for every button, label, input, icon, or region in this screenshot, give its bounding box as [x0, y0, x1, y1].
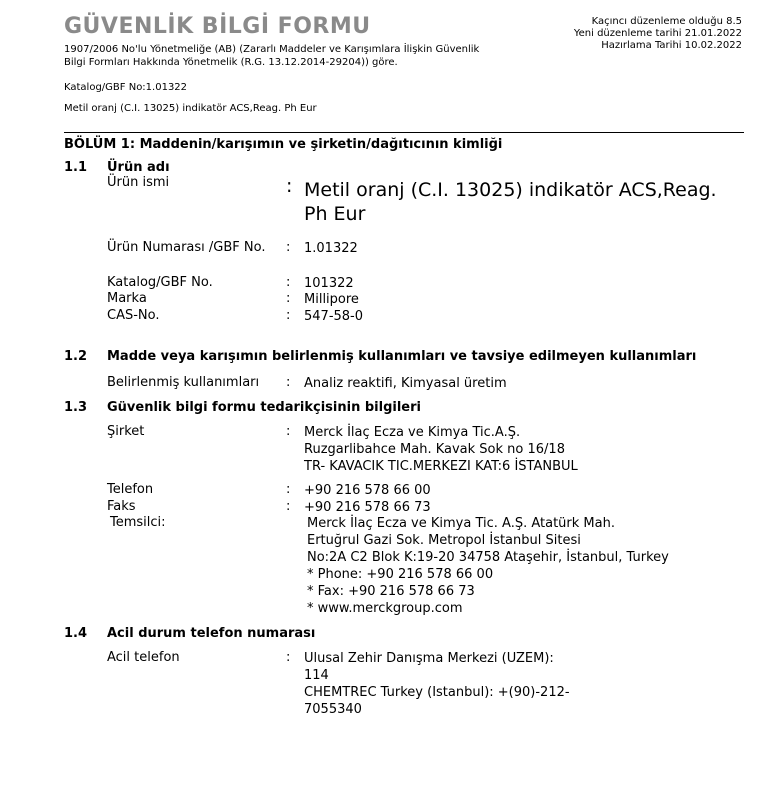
company-label: Şirket	[107, 424, 145, 439]
cas-value: 547-58-0	[304, 309, 364, 324]
colon: :	[286, 375, 291, 390]
representative-label: Temsilci:	[110, 515, 166, 530]
brand-label: Marka	[107, 291, 147, 306]
company-value: Merck İlaç Ecza ve Kimya Tic.A.Ş. Ruzgarlibahce Mah. Kavak Sok no 16/18 TR- KAVACIK TIC.MERKEZI KAT:6 İSTANBUL	[304, 425, 578, 474]
brand-value: Millipore	[304, 292, 359, 307]
uses-value: Analiz reaktifi, Kimyasal üretim	[304, 376, 507, 391]
revision-date: Yeni düzenleme tarihi 21.01.2022	[573, 28, 742, 39]
colon: :	[286, 499, 291, 514]
emergency-value: Ulusal Zehir Danışma Merkezi (UZEM): 114 CHEMTREC Turkey (Istanbul): +(90)-212- 7055340	[304, 651, 570, 717]
product-number-label: Ürün Numarası /GBF No.	[107, 240, 266, 255]
subsection-1-1-number: 1.1	[64, 160, 88, 175]
subsection-1-2-title: Madde veya karışımın belirlenmiş kullanımları ve tavsiye edilmeyen kullanımları	[107, 349, 697, 364]
preparation-date: Hazırlama Tarihi 10.02.2022	[601, 40, 742, 51]
subsection-1-3-title: Güvenlik bilgi formu tedarikçisinin bilgileri	[107, 400, 421, 415]
colon: :	[286, 650, 291, 665]
emergency-label: Acil telefon	[107, 650, 180, 665]
product-number-value: 1.01322	[304, 241, 358, 256]
uses-label: Belirlenmiş kullanımları	[107, 375, 260, 390]
colon: :	[286, 175, 293, 197]
phone-value: +90 216 578 66 00	[304, 483, 431, 498]
colon: :	[286, 424, 291, 439]
colon: :	[286, 291, 291, 306]
subsection-1-4-title: Acil durum telefon numarası	[107, 626, 316, 641]
section-1-heading: BÖLÜM 1: Maddenin/karışımın ve şirketin/dağıtıcının kimliği	[64, 137, 503, 152]
catalog-value: 101322	[304, 276, 354, 291]
colon: :	[286, 240, 291, 255]
product-name-label: Ürün ismi	[107, 175, 170, 190]
phone-label: Telefon	[107, 482, 154, 497]
colon: :	[286, 275, 291, 290]
regulation-text: 1907/2006 No'lu Yönetmeliğe (AB) (Zararlı Maddeler ve Karışımlara İlişkin Güvenlik Bilgi Formları Hakkında Yönetmelik (R.G. 13.12.2014-29204)) göre.	[64, 44, 480, 68]
representative-value: Merck İlaç Ecza ve Kimya Tic. A.Ş. Atatürk Mah. Ertuğrul Gazi Sok. Metropol İstanbul Sitesi No:2A C2 Blok K:19-20 34758 Ataşehir, İstanbul, Turkey * Phone: +90 216 578 66 00 * Fax: +90 216 578 66 73 * www.merckgroup.com	[307, 516, 669, 616]
document-title: GÜVENLİK BİLGİ FORMU	[64, 14, 371, 39]
subsection-1-2-number: 1.2	[64, 349, 88, 364]
revision-number: Kaçıncı düzenleme olduğu 8.5	[591, 16, 742, 27]
cas-label: CAS-No.	[107, 308, 160, 323]
fax-value: +90 216 578 66 73	[304, 500, 431, 515]
colon: :	[286, 482, 291, 497]
subsection-1-4-number: 1.4	[64, 626, 88, 641]
section-divider	[64, 132, 744, 133]
header-product-line: Metil oranj (C.I. 13025) indikatör ACS,Reag. Ph Eur	[64, 103, 317, 114]
revision-info	[574, 16, 742, 52]
colon: :	[286, 308, 291, 323]
fax-label: Faks	[107, 499, 136, 514]
subsection-1-1-title: Ürün adı	[107, 160, 170, 175]
product-name-value: Metil oranj (C.I. 13025) indikatör ACS,Reag. Ph Eur	[304, 179, 717, 225]
header-catalog-line: Katalog/GBF No:1.01322	[64, 82, 188, 93]
subsection-1-3-number: 1.3	[64, 400, 88, 415]
catalog-label: Katalog/GBF No.	[107, 275, 213, 290]
